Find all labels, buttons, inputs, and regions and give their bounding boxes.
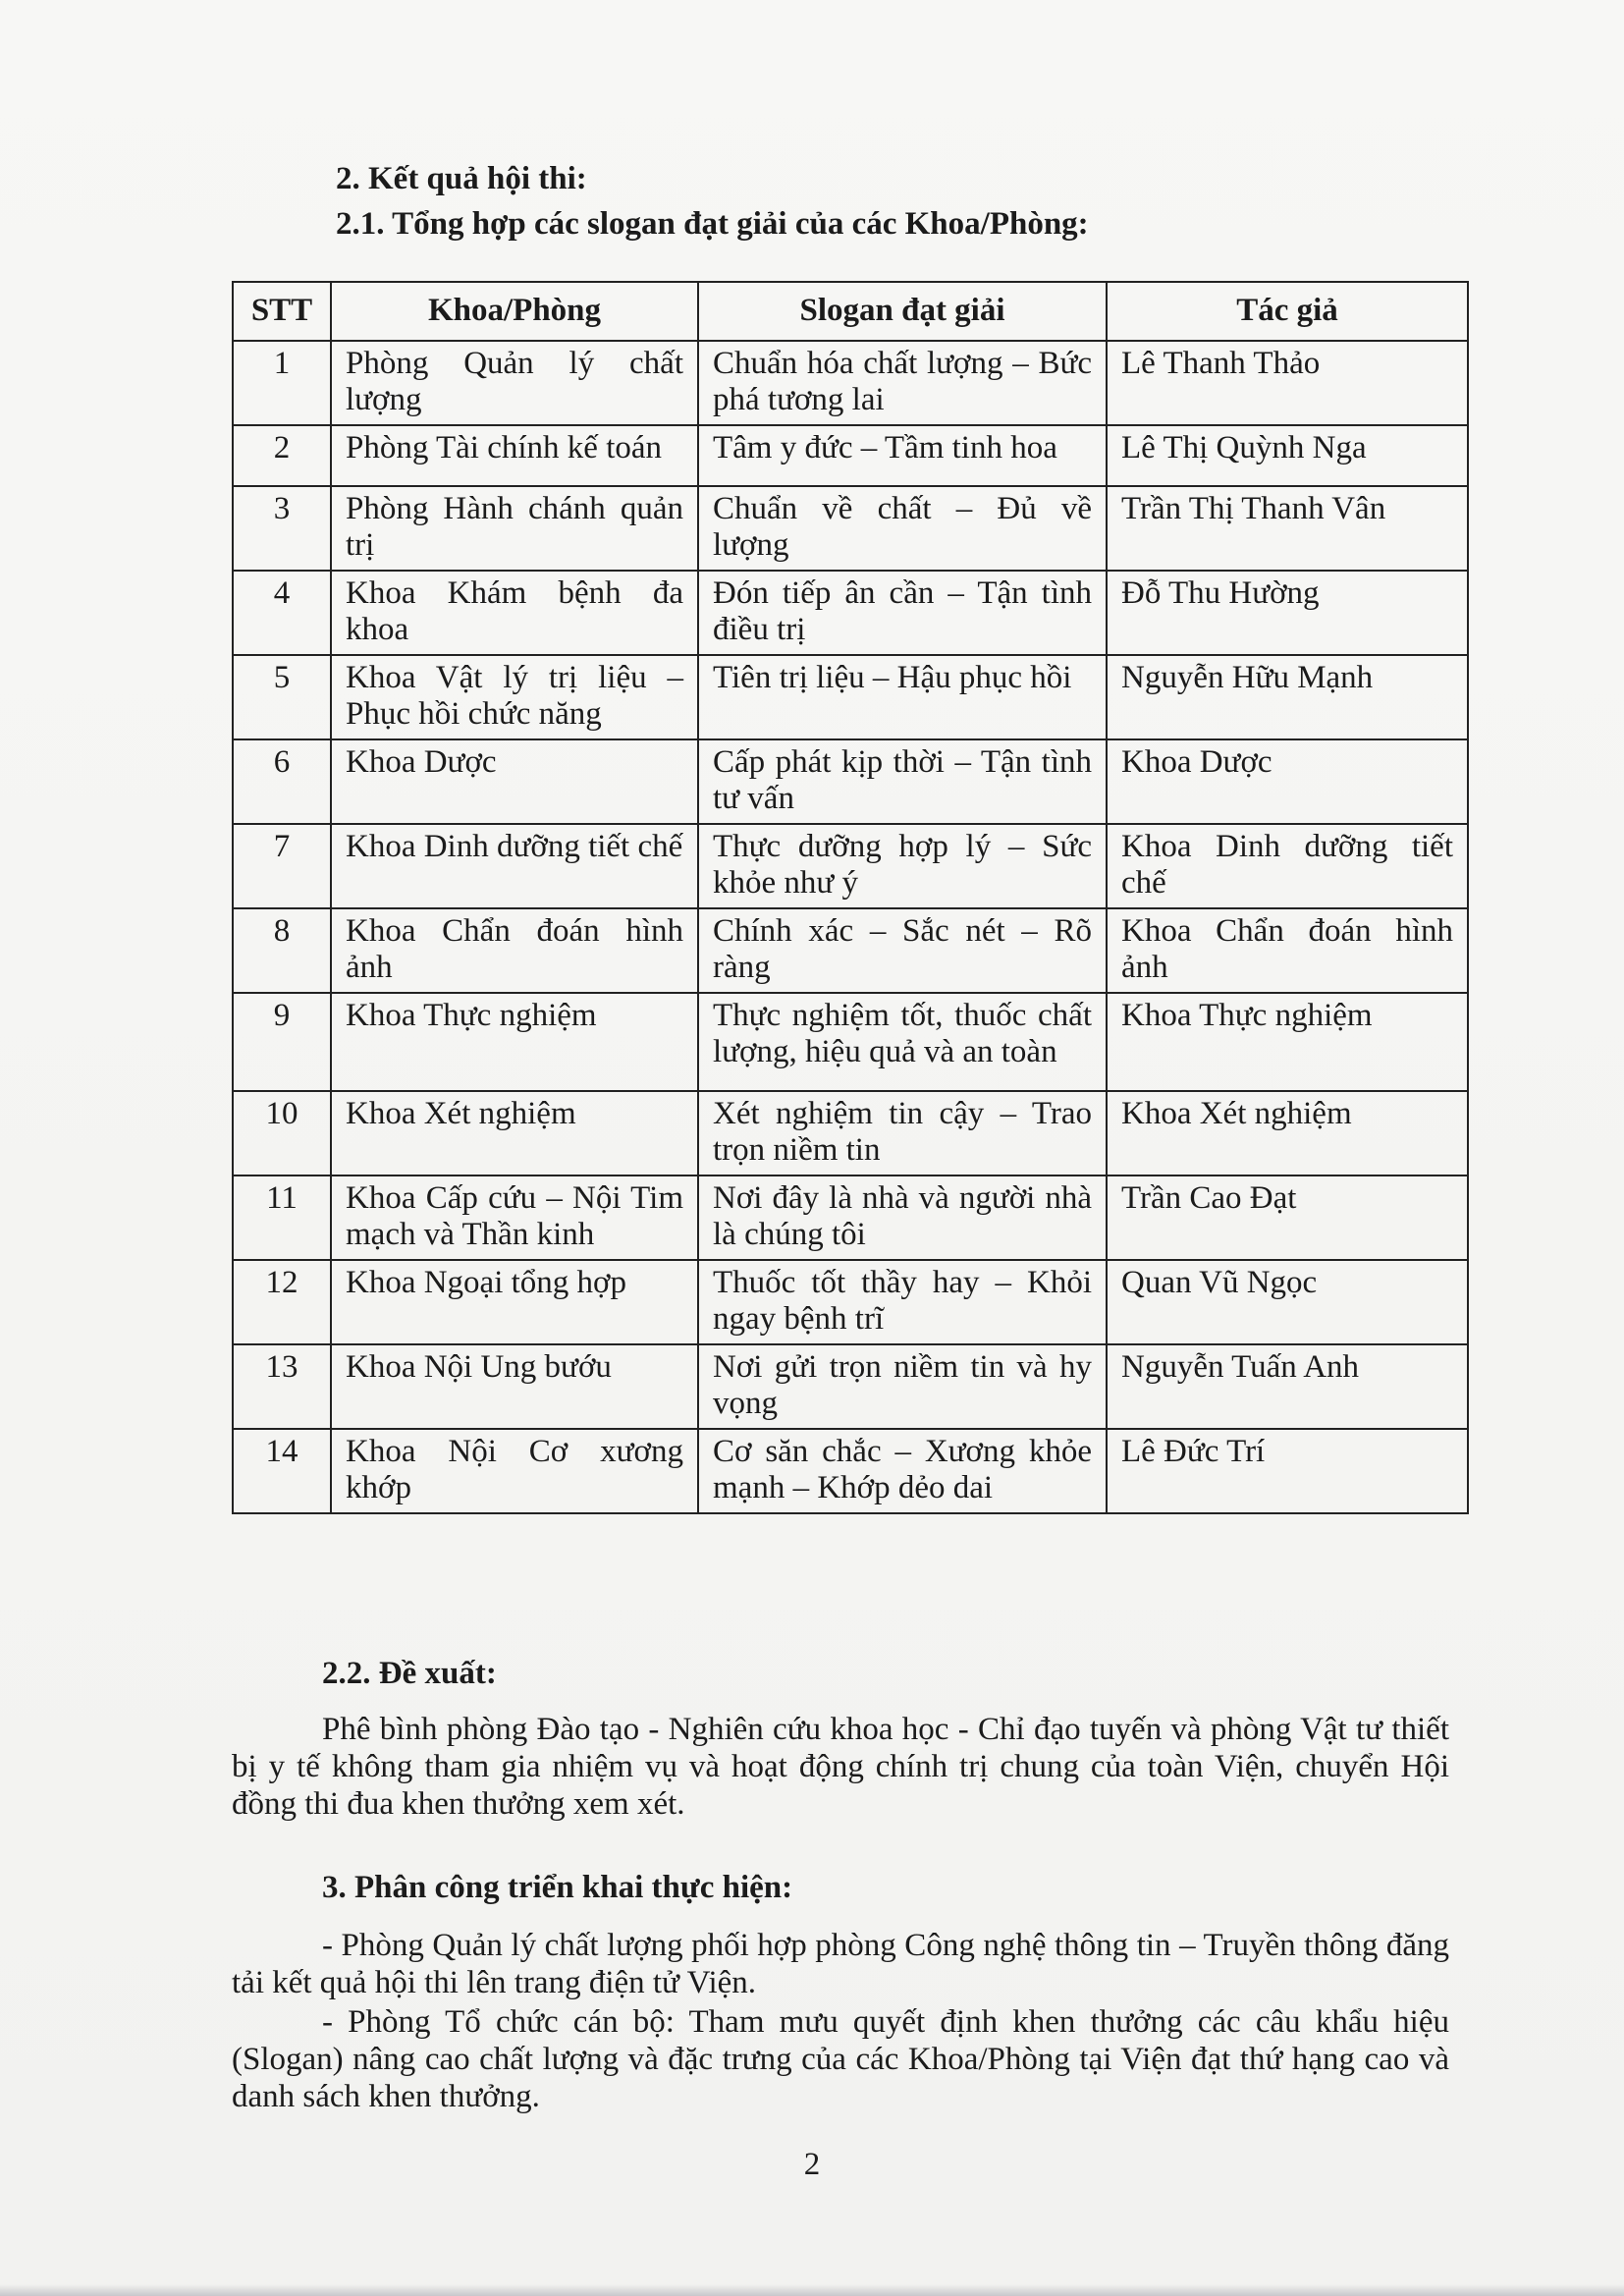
cell-slogan: Nơi đây là nhà và người nhà là chúng tôi [698, 1175, 1107, 1260]
cell-stt: 13 [233, 1344, 331, 1429]
scan-edge-decoration [0, 2284, 1624, 2296]
cell-department: Khoa Thực nghiệm [331, 993, 698, 1091]
cell-department: Khoa Khám bệnh đa khoa [331, 571, 698, 655]
table-row [233, 908, 1468, 993]
table-row [233, 1344, 1468, 1429]
cell-author: Nguyễn Tuấn Anh [1107, 1344, 1468, 1429]
cell-stt: 1 [233, 341, 331, 425]
cell-author: Khoa Thực nghiệm [1107, 993, 1468, 1091]
cell-department: Khoa Dinh dưỡng tiết chế [331, 824, 698, 908]
cell-author: Khoa Dược [1107, 739, 1468, 824]
cell-author: Lê Đức Trí [1107, 1429, 1468, 1513]
cell-stt: 12 [233, 1260, 331, 1344]
table-header-row [233, 282, 1468, 341]
cell-author: Lê Thị Quỳnh Nga [1107, 425, 1468, 486]
assignment-paragraph-1: - Phòng Quản lý chất lượng phối hợp phòng Công nghệ thông tin – Truyền thông đăng tải kết quả hội thi lên trang điện tử Viện. [232, 1928, 1449, 2000]
table-row [233, 1260, 1468, 1344]
cell-slogan: Cơ săn chắc – Xương khỏe mạnh – Khớp dẻo dai [698, 1429, 1107, 1513]
table-row [233, 486, 1468, 571]
cell-author: Quan Vũ Ngọc [1107, 1260, 1468, 1344]
subsection-heading-summary: 2.1. Tổng hợp các slogan đạt giải của các Khoa/Phòng: [336, 206, 1089, 242]
cell-stt: 7 [233, 824, 331, 908]
cell-department: Khoa Nội Ung bướu [331, 1344, 698, 1429]
cell-slogan: Nơi gửi trọn niềm tin và hy vọng [698, 1344, 1107, 1429]
table-row [233, 655, 1468, 739]
cell-stt: 6 [233, 739, 331, 824]
table-row [233, 571, 1468, 655]
cell-slogan: Tiên trị liệu – Hậu phục hồi [698, 655, 1107, 739]
cell-author: Đỗ Thu Hường [1107, 571, 1468, 655]
slogan-awards-table [232, 281, 1469, 1514]
header-author: Tác giả [1107, 282, 1468, 341]
cell-stt: 11 [233, 1175, 331, 1260]
cell-slogan: Chính xác – Sắc nét – Rõ ràng [698, 908, 1107, 993]
proposal-paragraph: Phê bình phòng Đào tạo - Nghiên cứu khoa học - Chỉ đạo tuyến và phòng Vật tư thiết bị y tế không tham gia nhiệm vụ và hoạt động chính trị chung của toàn Viện, chuyển Hội đồng thi đua khen thưởng xem xét. [232, 1712, 1449, 1822]
cell-author: Lê Thanh Thảo [1107, 341, 1468, 425]
table-row [233, 739, 1468, 824]
cell-slogan: Thuốc tốt thầy hay – Khỏi ngay bệnh trĩ [698, 1260, 1107, 1344]
cell-department: Phòng Tài chính kế toán [331, 425, 698, 486]
cell-department: Phòng Hành chánh quản trị [331, 486, 698, 571]
cell-slogan: Cấp phát kịp thời – Tận tình tư vấn [698, 739, 1107, 824]
cell-slogan: Xét nghiệm tin cậy – Trao trọn niềm tin [698, 1091, 1107, 1175]
cell-department: Khoa Cấp cứu – Nội Tim mạch và Thần kinh [331, 1175, 698, 1260]
cell-stt: 4 [233, 571, 331, 655]
assignment-paragraph-2: - Phòng Tổ chức cán bộ: Tham mưu quyết định khen thưởng các câu khẩu hiệu (Slogan) nâng cao chất lượng và đặc trưng của các Khoa/Phòng tại Viện đạt thứ hạng cao và danh sách khen thưởng. [232, 2004, 1449, 2114]
cell-department: Khoa Vật lý trị liệu – Phục hồi chức năng [331, 655, 698, 739]
table-row [233, 1429, 1468, 1513]
cell-author: Trần Thị Thanh Vân [1107, 486, 1468, 571]
cell-slogan: Tâm y đức – Tầm tinh hoa [698, 425, 1107, 486]
table-row [233, 824, 1468, 908]
cell-department: Khoa Chẩn đoán hình ảnh [331, 908, 698, 993]
cell-slogan: Chuẩn về chất – Đủ về lượng [698, 486, 1107, 571]
cell-author: Khoa Chẩn đoán hình ảnh [1107, 908, 1468, 993]
subsection-heading-proposal: 2.2. Đề xuất: [322, 1656, 497, 1691]
cell-author: Trần Cao Đạt [1107, 1175, 1468, 1260]
cell-author: Nguyễn Hữu Mạnh [1107, 655, 1468, 739]
cell-department: Khoa Ngoại tổng hợp [331, 1260, 698, 1344]
cell-slogan: Đón tiếp ân cần – Tận tình điều trị [698, 571, 1107, 655]
header-stt: STT [233, 282, 331, 341]
table-row [233, 1091, 1468, 1175]
cell-stt: 5 [233, 655, 331, 739]
table-row [233, 1175, 1468, 1260]
cell-stt: 9 [233, 993, 331, 1091]
table-row [233, 341, 1468, 425]
cell-stt: 3 [233, 486, 331, 571]
cell-slogan: Thực dưỡng hợp lý – Sức khỏe như ý [698, 824, 1107, 908]
section-heading-assignment: 3. Phân công triển khai thực hiện: [322, 1870, 793, 1905]
table-row [233, 425, 1468, 486]
header-department: Khoa/Phòng [331, 282, 698, 341]
cell-stt: 10 [233, 1091, 331, 1175]
cell-department: Phòng Quản lý chất lượng [331, 341, 698, 425]
cell-slogan: Chuẩn hóa chất lượng – Bức phá tương lai [698, 341, 1107, 425]
page-number: 2 [803, 2147, 821, 2182]
cell-department: Khoa Xét nghiệm [331, 1091, 698, 1175]
cell-stt: 8 [233, 908, 331, 993]
cell-author: Khoa Dinh dưỡng tiết chế [1107, 824, 1468, 908]
header-slogan: Slogan đạt giải [698, 282, 1107, 341]
cell-stt: 2 [233, 425, 331, 486]
cell-stt: 14 [233, 1429, 331, 1513]
table-row [233, 993, 1468, 1091]
cell-author: Khoa Xét nghiệm [1107, 1091, 1468, 1175]
cell-department: Khoa Dược [331, 739, 698, 824]
section-heading-results: 2. Kết quả hội thi: [336, 161, 587, 196]
cell-department: Khoa Nội Cơ xương khớp [331, 1429, 698, 1513]
cell-slogan: Thực nghiệm tốt, thuốc chất lượng, hiệu quả và an toàn [698, 993, 1107, 1091]
